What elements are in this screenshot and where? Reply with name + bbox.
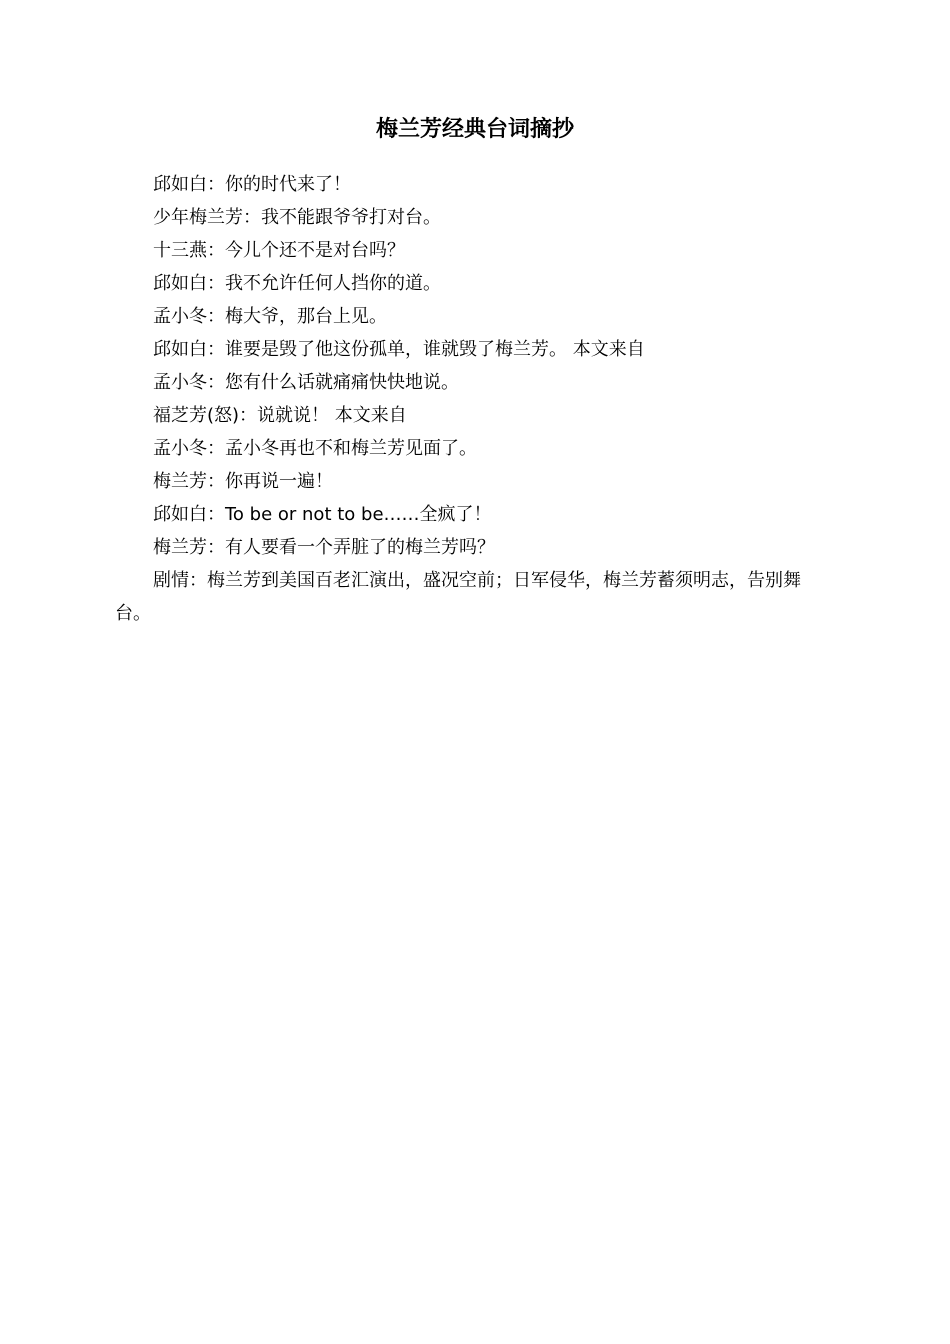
- document-body: [115, 168, 830, 630]
- dialogue-line: 孟小冬：梅大爷，那台上见。: [153, 306, 387, 327]
- dialogue-line: 十三燕：今儿个还不是对台吗？: [153, 240, 405, 261]
- dialogue-line: 邱如白：谁要是毁了他这份孤单，谁就毁了梅兰芳。 本文来自: [153, 339, 645, 360]
- document-title: 梅兰芳经典台词摘抄: [375, 117, 574, 142]
- dialogue-line: 邱如白：我不允许任何人挡你的道。: [153, 273, 441, 294]
- dialogue-line: 梅兰芳：你再说一遍！: [153, 471, 333, 492]
- dialogue-line: 少年梅兰芳：我不能跟爷爷打对台。: [153, 207, 441, 228]
- dialogue-line: 邱如白：To be or not to be……全疯了！: [153, 504, 492, 525]
- dialogue-line: 邱如白：你的时代来了！: [153, 174, 351, 195]
- plot-summary: 剧情：梅兰芳到美国百老汇演出，盛况空前；日军侵华，梅兰芳蓄须明志，告别舞台。: [115, 570, 801, 624]
- dialogue-line: 福芝芳(怒)：说就说！ 本文来自: [153, 405, 407, 426]
- dialogue-line: 孟小冬：您有什么话就痛痛快快地说。: [153, 372, 459, 393]
- dialogue-line: 孟小冬：孟小冬再也不和梅兰芳见面了。: [153, 438, 477, 459]
- dialogue-line: 梅兰芳：有人要看一个弄脏了的梅兰芳吗？: [153, 537, 495, 558]
